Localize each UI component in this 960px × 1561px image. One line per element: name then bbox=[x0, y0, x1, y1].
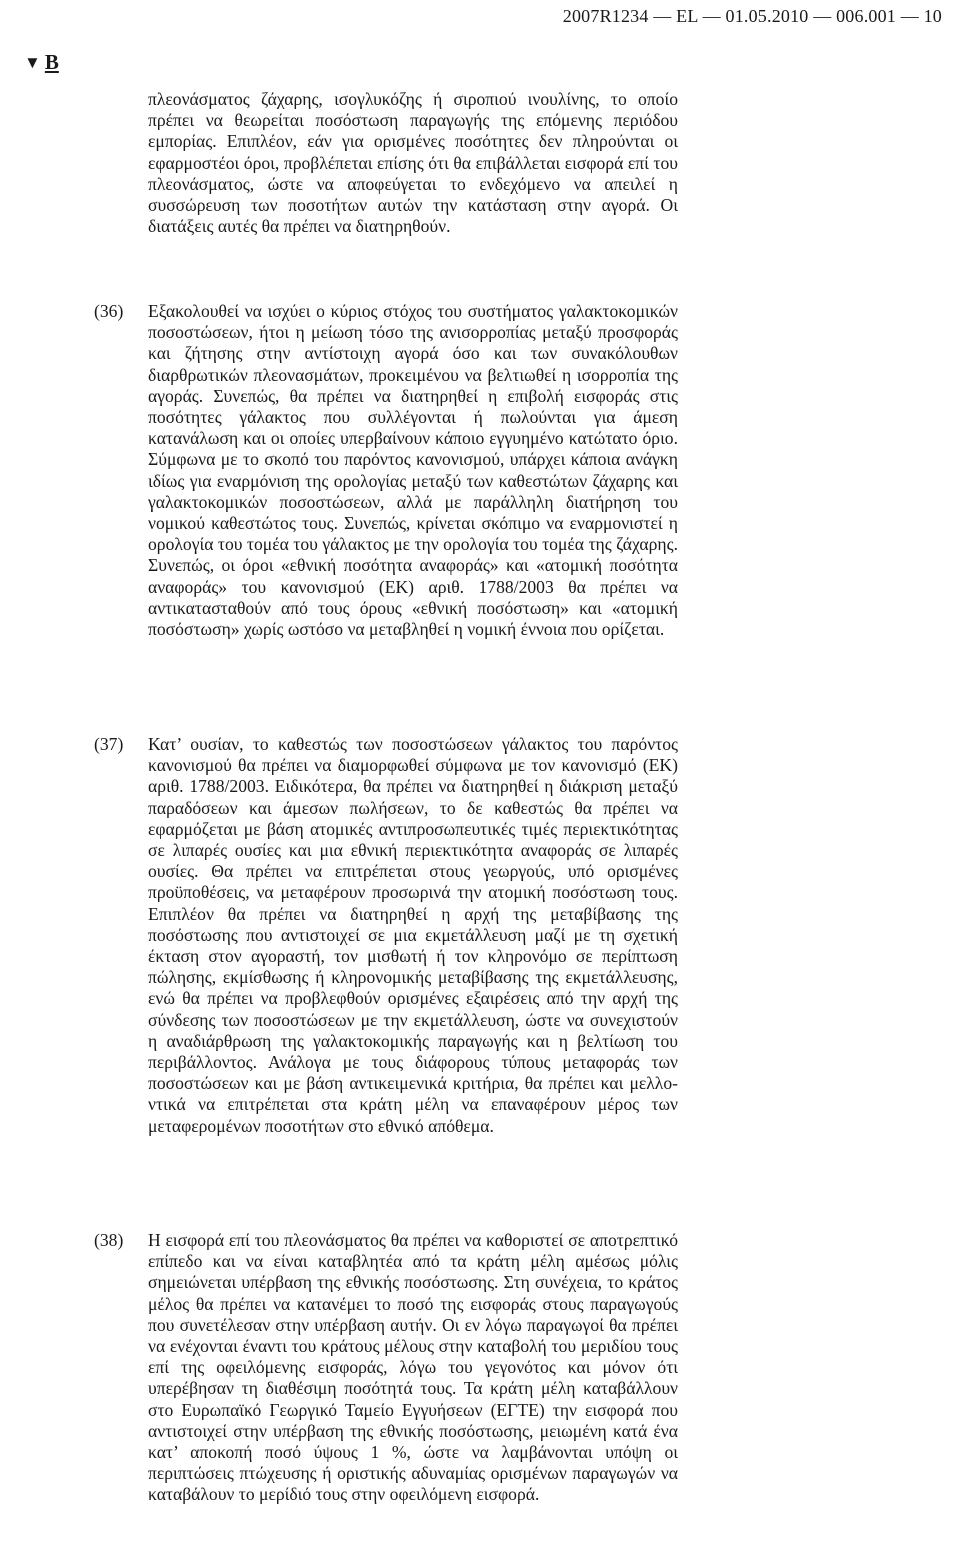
recital-number: (36) bbox=[94, 301, 124, 321]
amendment-marker bbox=[24, 50, 59, 75]
triangle-down-icon: ▼ bbox=[24, 53, 41, 72]
recital-38 bbox=[94, 1230, 678, 1506]
recital-text: Εξακολουθεί να ισχύει ο κύριος στόχος του συστήματος γαλακτοκομικών ποσοστώσεων, ήτοι η μείωση τόσο της ανισορροπίας μεταξύ προσφοράς και ζήτησης στην αντίστοιχη αγορά όσο και των συνακόλουθων διαρθρωτικών πλεονασμάτων, προκειμένου να βελτιωθεί η ισορροπία της αγοράς. Συνεπώς, θα πρέπει να διατηρηθεί η επιβολή εισφοράς στις ποσότητες γάλακτος που συλλέγονται ή πωλούνται για άμεση κατανάλωση και οι οποίες υπερβαίνουν κάποιο εγγυημένο κατώτατο όριο. Σύμφωνα με το σκοπό του παρόντος κανονισμού, υπάρχει κάποια ανάγκη ιδίως για εναρμόνιση της ορολογίας μεταξύ των καθεστώτων ζάχαρης και γαλακτοκομικών ποσοστώσεων, αλλά με παράλληλη διατήρηση του νομικού καθεστώτος τους. Συνεπώς, κρίνεται σκόπιμο να εναρμονιστεί η ορολογία του τομέα του γάλακτος με την ορολογία του τομέα της ζάχαρης. Συνεπώς, οι όροι «εθνική ποσότητα αναφοράς» και «ατομική ποσότητα αναφοράς» του κανονισμού (ΕΚ) αριθ. 1788/2003 θα πρέπει να αντικατασταθούν από τους όρους «εθνική ποσόστωση» και «ατομική ποσόστωση» χωρίς ωστόσο να μεταβληθεί η νομική έννοια που ορίζεται. bbox=[148, 301, 678, 640]
recital-text: Κατ’ ουσίαν, το καθεστώς των ποσοστώσεων γάλακτος του παρόντος κανονισμού θα πρέπει να διαμορφωθεί σύμφωνα με τον κανονισμό (ΕΚ) αριθ. 1788/2003. Ειδικότερα, θα πρέπει να διατηρηθεί η διάκριση μεταξύ παραδόσεων και άμεσων πωλήσεων, το δε καθεστώς θα πρέπει να εφαρμόζεται με βάση ατομικές αντιπροσωπευτικές τιμές περιεκτικότητας σε λιπαρές ουσίες και μια εθνική περιεκτικότητα αναφοράς σε λιπαρές ουσίες. Θα πρέπει να επιτρέπεται στους γεωργούς, υπό ορισμένες προϋποθέσεις, να μεταφέρουν προσωρινά την ατομική ποσόστωση τους. Επιπλέον θα πρέπει να διατηρηθεί η αρχή της μεταβίβασης της ποσόστωσης που αντιστοιχεί σε μια εκμετάλλευση μαζί με τη σχετική έκταση στον αγοραστή, τον μισθωτή ή τον κληρονόμο σε περίπτωση πώλησης, εκμίσθωσης ή κληρονομικής μεταβίβασης της εκμετάλλευσης, ενώ θα πρέπει να προβλεφθούν ορισμένες εξαιρέσεις από την αρχή της σύνδεσης των ποσοστώσεων με την εκμετάλλευση, ώστε να συνεχιστούν η αναδιάρθρωση της γαλακτοκομικής παραγωγής και η βελτίωση του περιβάλλοντος. Ανάλογα με τους διάφορους τύπους μεταφοράς των ποσοστώσεων και με βάση αντικειμενικά κριτήρια, θα πρέπει και μελλοντικά να επιτρέπεται στα κράτη μέλη να επαναφέρουν μέρος των μεταφερομένων ποσοτήτων στο εθνικό απόθεμα. bbox=[148, 734, 678, 1136]
recital-number: (38) bbox=[94, 1230, 124, 1250]
page-header-reference: 2007R1234 — EL — 01.05.2010 — 006.001 — 10 bbox=[562, 6, 942, 26]
recital-36 bbox=[94, 301, 678, 640]
recital-number: (37) bbox=[94, 734, 124, 754]
continuation-paragraph: πλεονάσματος ζάχαρης, ισογλυκόζης ή σιροπιού ινουλίνης, το οποίο πρέπει να θεωρείται ποσόστωση παραγωγής της επόμενης περιόδου εμπορίας. Επιπλέον, εάν για ορισμένες ποσότητες δεν πληρούνται οι εφαρμοστέοι όροι, προβλέπεται επίσης ότι θα επιβάλλεται εισφορά επί του πλεονάσματος, ώστε να αποφεύγεται το ενδεχόμενο να απειλεί η συσσώρευση των ποσοτήτων αυτών την κατάσταση στην αγορά. Οι διατάξεις αυτές θα πρέπει να διατηρηθούν. bbox=[148, 89, 678, 237]
recital-text: Η εισφορά επί του πλεονάσματος θα πρέπει να καθοριστεί σε αποτρεπτικό επίπεδο και να είναι καταβλητέα από τα κράτη μέλη αμέσως μόλις σημειώνεται υπέρβαση της εθνικής ποσόστωσης. Στη συνέχεια, το κράτος μέλος θα πρέπει να κατανέμει το ποσό της εισφοράς στους παραγωγούς που συνετέλεσαν στην υπέρβαση αυτήν. Οι εν λόγω παραγωγοί θα πρέπει να ενέχονται έναντι του κράτους μέλους στην καταβολή του μεριδίου τους επί της οφειλόμενης εισφοράς, λόγω του γεγονότος και μόνον ότι υπερέβησαν τη διαθέσιμη ποσότητά τους. Τα κράτη μέλη καταβάλλουν στο Ευρωπαϊκό Γεωργικό Ταμείο Εγγυήσεων (ΕΓΤΕ) την εισφορά που αντιστοιχεί στην υπέρβαση της εθνικής ποσόστωσης, μειωμένη κατά ένα κατ’ αποκοπή ποσό ύψους 1 %, ώστε να λαμβάνονται υπόψη οι περιπτώσεις πτώχευσης ή οριστικής αδυναμίας ορισμένων παραγωγών να καταβάλουν το μερίδιό τους στην οφειλόμενη εισφορά. bbox=[148, 1230, 678, 1505]
recital-37 bbox=[94, 734, 678, 1137]
amendment-marker-letter: B bbox=[44, 50, 59, 74]
